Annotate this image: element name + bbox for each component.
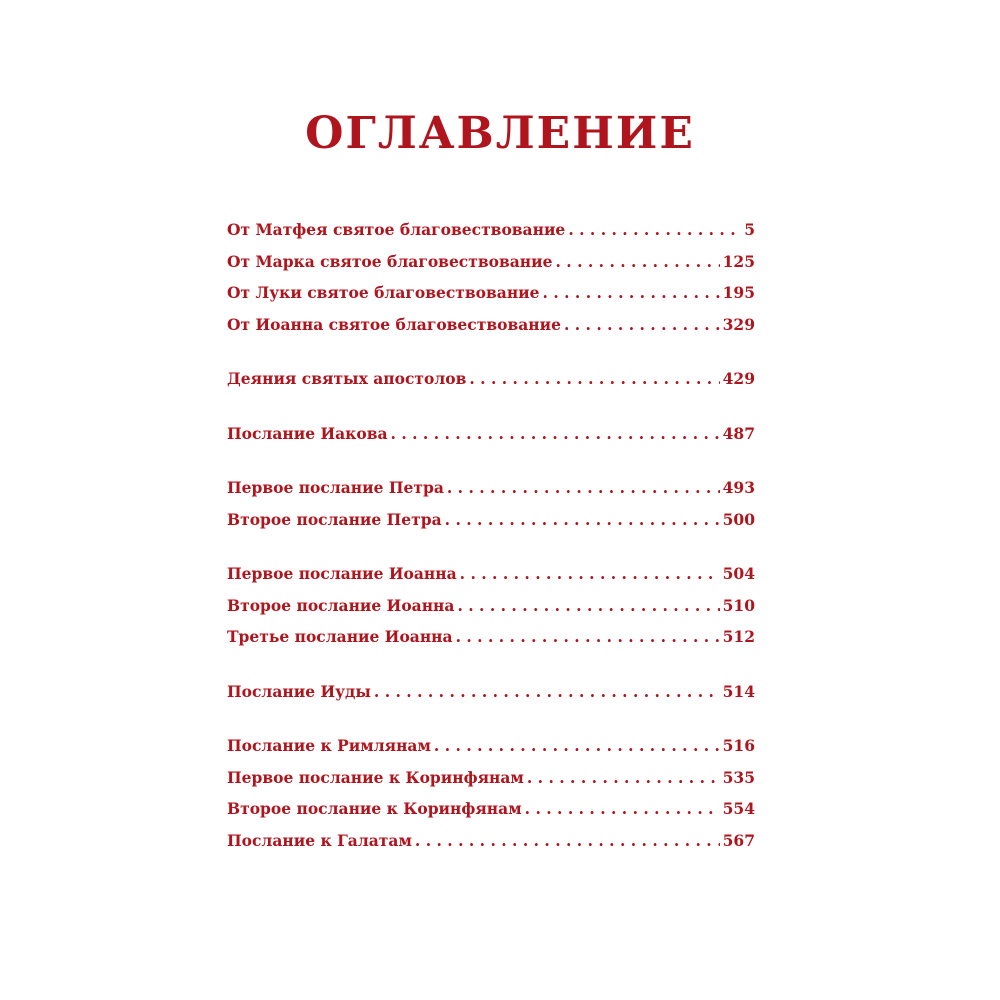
toc-entry[interactable]: [227, 825, 755, 857]
dot-leader: [456, 621, 720, 653]
toc-entry-page: 493: [722, 478, 755, 497]
toc-entry[interactable]: [227, 621, 755, 653]
toc-group-james: [227, 418, 755, 450]
toc-entry-page: 329: [722, 314, 755, 334]
toc-group-peter: [227, 472, 755, 535]
toc-group-gospels: [227, 214, 755, 340]
toc-entry[interactable]: [227, 793, 755, 825]
toc-group-jude: [227, 676, 755, 708]
toc-entry[interactable]: [227, 504, 755, 536]
toc-entry-label: Первое послание к Коринфянам: [227, 767, 524, 787]
toc-entry-page: 487: [722, 423, 755, 443]
toc-group-acts: [227, 363, 755, 395]
dot-leader: [525, 793, 720, 825]
toc-entry-page: 510: [722, 595, 755, 615]
dot-leader: [445, 504, 720, 536]
toc-entry[interactable]: [227, 309, 755, 341]
toc-entry-page: 195: [722, 283, 755, 302]
dot-leader: [391, 418, 720, 450]
toc-entry-label: От Иоанна святое благовествование: [227, 314, 561, 334]
dot-leader: [434, 730, 720, 762]
toc-entry[interactable]: [227, 730, 755, 762]
toc-entry-page: 125: [722, 251, 755, 271]
toc-entry-label: Послание к Галатам: [227, 830, 412, 850]
toc-entry-page: 554: [722, 799, 755, 818]
toc-group-pauline-epistles: [227, 730, 755, 856]
toc-entry-page: 500: [722, 509, 755, 529]
toc-entry-label: Третье послание Иоанна: [227, 627, 453, 646]
dot-leader: [543, 277, 720, 309]
dot-leader: [415, 825, 720, 857]
dot-leader: [527, 762, 720, 794]
dot-leader: [374, 676, 720, 708]
toc-entry-label: Второе послание к Коринфянам: [227, 799, 522, 818]
toc-group-john-epistles: [227, 558, 755, 653]
toc-entry-label: От Марка святое благовествование: [227, 251, 553, 271]
page-title: ОГЛАВЛЕНИЕ: [305, 108, 695, 159]
toc-entry-label: Деяния святых апостолов: [227, 369, 467, 388]
toc-entry-page: 429: [722, 369, 755, 388]
toc-entry-page: 512: [722, 627, 755, 646]
toc-entry-page: 504: [722, 564, 755, 583]
toc-entry[interactable]: [227, 676, 755, 708]
dot-leader: [457, 590, 719, 622]
toc-entry-label: Первое послание Петра: [227, 478, 444, 497]
toc-entry-page: 535: [722, 767, 755, 787]
dot-leader: [469, 363, 719, 395]
toc-entry-label: Первое послание Иоанна: [227, 564, 457, 583]
toc-entry[interactable]: [227, 472, 755, 504]
toc-entry-page: 567: [722, 830, 755, 850]
toc-entry-label: Второе послание Иоанна: [227, 595, 455, 615]
toc-entry-page: 516: [722, 736, 755, 755]
dot-leader: [447, 472, 720, 504]
toc-entry-page: 514: [722, 681, 755, 701]
toc-entry-label: Послание Иуды: [227, 681, 371, 701]
toc-entry-label: От Луки святое благовествование: [227, 283, 540, 302]
toc-entry[interactable]: [227, 762, 755, 794]
toc-entry[interactable]: [227, 246, 755, 278]
toc-entry[interactable]: [227, 558, 755, 590]
toc-entry[interactable]: [227, 418, 755, 450]
toc-entry-label: От Матфея святое благовествование: [227, 220, 566, 239]
toc-entry[interactable]: [227, 277, 755, 309]
toc-entry[interactable]: [227, 214, 755, 246]
dot-leader: [568, 214, 741, 246]
dot-leader: [555, 246, 719, 278]
toc-entry-label: Послание к Римлянам: [227, 736, 431, 755]
table-of-contents: [227, 214, 755, 879]
toc-entry-label: Второе послание Петра: [227, 509, 442, 529]
toc-entry[interactable]: [227, 363, 755, 395]
toc-entry[interactable]: [227, 590, 755, 622]
toc-entry-page: 5: [744, 220, 755, 239]
dot-leader: [564, 309, 720, 341]
toc-entry-label: Послание Иакова: [227, 423, 388, 443]
dot-leader: [460, 558, 720, 590]
